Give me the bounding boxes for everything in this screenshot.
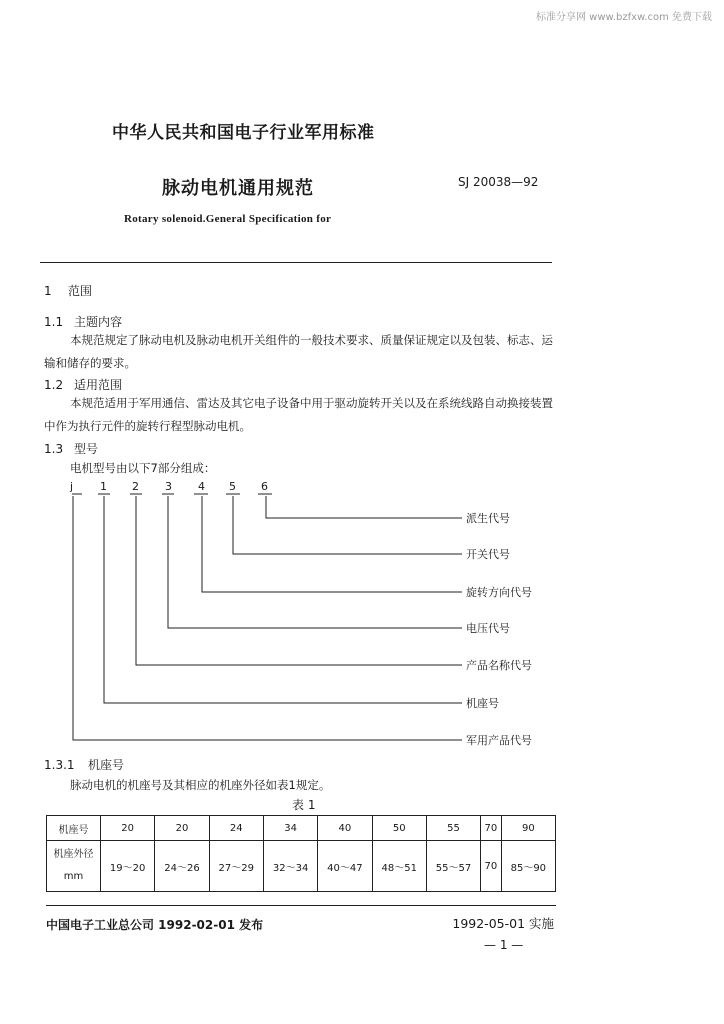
watermark-text: 标准分享网 www.bzfxw.com 免费下载 bbox=[536, 12, 712, 23]
section-1-3-1-heading bbox=[44, 756, 124, 773]
table-cell: 55～57 bbox=[426, 841, 480, 892]
row-header: 机座号 bbox=[47, 816, 101, 841]
section-number: 1.2 bbox=[44, 378, 64, 392]
table-row bbox=[47, 816, 556, 841]
section-title: 主题内容 bbox=[74, 315, 123, 329]
table-cell: 40 bbox=[318, 816, 372, 841]
frame-table bbox=[46, 815, 556, 892]
code-position: j bbox=[70, 480, 74, 493]
section-title: 适用范围 bbox=[74, 378, 123, 392]
standard-code: SJ 20038—92 bbox=[458, 175, 539, 189]
table-cell: 40～47 bbox=[318, 841, 372, 892]
code-label: 机座号 bbox=[466, 697, 499, 710]
leader-line-product-name bbox=[136, 496, 462, 665]
table-cell: 20 bbox=[101, 816, 155, 841]
table-caption: 表 1 bbox=[292, 798, 316, 812]
code-position: 2 bbox=[132, 480, 139, 493]
table-row bbox=[47, 841, 556, 892]
leader-line-voltage bbox=[168, 496, 462, 628]
row-header-unit: mm bbox=[63, 871, 84, 882]
row-header-line: 机座外径 bbox=[53, 849, 94, 860]
table-cell: 20 bbox=[155, 816, 209, 841]
table-cell: 24 bbox=[209, 816, 263, 841]
leader-line-derivative bbox=[266, 496, 462, 518]
section-title: 型号 bbox=[74, 442, 99, 456]
document-title: 脉动电机通用规范 bbox=[162, 178, 314, 199]
leader-line-rotation bbox=[202, 496, 462, 592]
code-label: 电压代号 bbox=[466, 622, 510, 635]
code-position: 4 bbox=[198, 480, 205, 493]
table-cell: 19～20 bbox=[101, 841, 155, 892]
page-number: — 1 — bbox=[484, 938, 524, 952]
code-label: 旋转方向代号 bbox=[466, 586, 532, 599]
table-cell: 70 bbox=[481, 816, 501, 841]
section-1-2-text: 本规范适用于军用通信、雷达及其它电子设备中用于驱动旋转开关以及在系统线路自动换接装置中作为执行元件的旋转行程型脉动电机。 bbox=[44, 396, 553, 433]
table-cell: 55 bbox=[426, 816, 480, 841]
table-cell: 24～26 bbox=[155, 841, 209, 892]
footer-divider bbox=[46, 905, 556, 906]
code-label: 产品名称代号 bbox=[466, 659, 532, 672]
code-position: 6 bbox=[261, 480, 268, 493]
leader-line-frame bbox=[104, 496, 462, 703]
code-position: 3 bbox=[165, 480, 172, 493]
table-cell: 85～90 bbox=[501, 841, 555, 892]
code-position: 5 bbox=[229, 480, 236, 493]
code-label: 派生代号 bbox=[466, 512, 510, 525]
section-title: 范围 bbox=[68, 284, 93, 298]
table-cell: 27～29 bbox=[209, 841, 263, 892]
section-1-3-intro: 电机型号由以下7部分组成： bbox=[70, 461, 216, 475]
issue-notice: 中国电子工业总公司 1992-02-01 发布 bbox=[46, 918, 264, 932]
section-1-3-1-text: 脉动电机的机座号及其相应的机座外径如表1规定。 bbox=[70, 778, 331, 792]
issuing-organization: 中华人民共和国电子行业军用标准 bbox=[112, 123, 375, 143]
table-cell: 90 bbox=[501, 816, 555, 841]
section-number: 1 bbox=[44, 284, 52, 298]
code-position: 1 bbox=[100, 480, 107, 493]
effective-notice: 1992-05-01 实施 bbox=[452, 916, 554, 931]
leader-line-switch bbox=[233, 496, 462, 554]
code-label: 开关代号 bbox=[466, 548, 510, 561]
section-number: 1.1 bbox=[44, 315, 64, 329]
english-title: Rotary solenoid.General Specification for bbox=[124, 213, 332, 225]
section-title: 机座号 bbox=[88, 758, 125, 772]
row-header bbox=[47, 841, 101, 892]
code-label: 军用产品代号 bbox=[466, 734, 532, 747]
table-cell: 48～51 bbox=[372, 841, 426, 892]
table-cell: 70 bbox=[481, 841, 501, 892]
section-1-1-text: 本规范规定了脉动电机及脉动电机开关组件的一般技术要求、质量保证规定以及包装、标志、运输和储存的要求。 bbox=[44, 333, 553, 370]
table-cell: 50 bbox=[372, 816, 426, 841]
table-cell: 34 bbox=[263, 816, 317, 841]
table-cell: 32～34 bbox=[263, 841, 317, 892]
section-number: 1.3 bbox=[44, 442, 64, 456]
section-number: 1.3.1 bbox=[44, 758, 75, 772]
